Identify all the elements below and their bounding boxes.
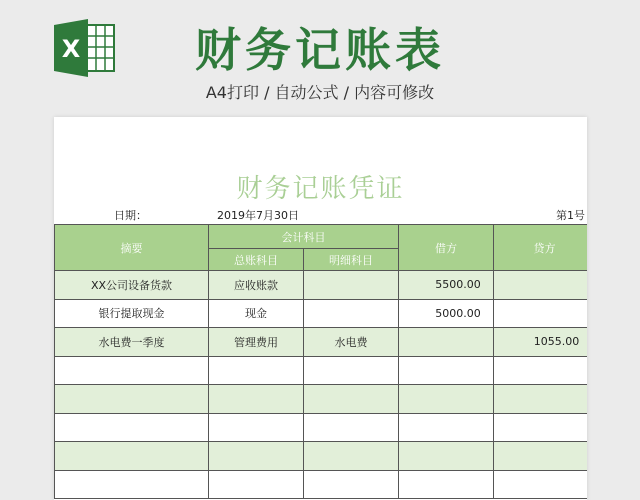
- cell-debit[interactable]: [399, 470, 494, 499]
- cell-summary[interactable]: XX公司设备货款: [55, 271, 209, 300]
- table-row: [55, 328, 588, 357]
- cell-summary[interactable]: [55, 413, 209, 442]
- spreadsheet-sheet: [54, 117, 587, 500]
- cell-detail-account[interactable]: [304, 271, 399, 300]
- cell-debit[interactable]: [399, 413, 494, 442]
- page-title: 财务记账表: [195, 23, 445, 77]
- cell-debit[interactable]: 5500.00: [399, 271, 494, 300]
- cell-detail-account[interactable]: [304, 356, 399, 385]
- cell-general-account[interactable]: [209, 413, 304, 442]
- cell-debit[interactable]: [399, 356, 494, 385]
- cell-detail-account[interactable]: 水电费: [304, 328, 399, 357]
- table-row: [55, 413, 588, 442]
- cell-summary[interactable]: [55, 356, 209, 385]
- voucher-number[interactable]: 第1号: [556, 209, 585, 222]
- date-label: 日期：: [114, 209, 147, 222]
- excel-logo-icon: [52, 19, 116, 77]
- cell-summary[interactable]: 银行提取现金: [55, 299, 209, 328]
- cell-detail-account[interactable]: [304, 413, 399, 442]
- header-debit: 借方: [399, 225, 494, 271]
- cell-general-account[interactable]: 应收账款: [209, 271, 304, 300]
- cell-summary[interactable]: [55, 442, 209, 471]
- cell-credit[interactable]: [494, 299, 588, 328]
- cell-summary[interactable]: [55, 385, 209, 414]
- cell-general-account[interactable]: [209, 385, 304, 414]
- cell-debit[interactable]: 5000.00: [399, 299, 494, 328]
- cell-summary[interactable]: [55, 470, 209, 499]
- header-detail-account: 明细科目: [304, 249, 399, 271]
- date-value[interactable]: 2019年7月30日: [217, 209, 299, 222]
- header-summary: 摘要: [55, 225, 209, 271]
- voucher-meta: [54, 207, 587, 225]
- header-general-account: 总账科目: [209, 249, 304, 271]
- cell-detail-account[interactable]: [304, 385, 399, 414]
- cell-general-account[interactable]: [209, 442, 304, 471]
- cell-detail-account[interactable]: [304, 442, 399, 471]
- table-row: [55, 385, 588, 414]
- cell-summary[interactable]: 水电费一季度: [55, 328, 209, 357]
- cell-debit[interactable]: [399, 385, 494, 414]
- table-row: [55, 299, 588, 328]
- page-subtitle: A4打印 / 自动公式 / 内容可修改: [205, 83, 435, 102]
- voucher-title: 财务记账凭证: [236, 174, 405, 204]
- cell-general-account[interactable]: 管理费用: [209, 328, 304, 357]
- header-account-group: 会计科目: [209, 225, 399, 249]
- table-row: [55, 356, 588, 385]
- table-row: [55, 470, 588, 499]
- cell-credit[interactable]: [494, 413, 588, 442]
- cell-general-account[interactable]: [209, 356, 304, 385]
- cell-credit[interactable]: [494, 442, 588, 471]
- cell-detail-account[interactable]: [304, 299, 399, 328]
- cell-credit[interactable]: [494, 356, 588, 385]
- table-row: [55, 271, 588, 300]
- cell-debit[interactable]: [399, 328, 494, 357]
- cell-general-account[interactable]: [209, 470, 304, 499]
- cell-general-account[interactable]: 现金: [209, 299, 304, 328]
- cell-credit[interactable]: 1055.00: [494, 328, 588, 357]
- cell-credit[interactable]: [494, 271, 588, 300]
- logo-letter: X: [61, 35, 81, 63]
- cell-detail-account[interactable]: [304, 470, 399, 499]
- cell-debit[interactable]: [399, 442, 494, 471]
- header-credit: 贷方: [494, 225, 588, 271]
- ledger-table: [54, 224, 587, 499]
- table-row: [55, 442, 588, 471]
- cell-credit[interactable]: [494, 385, 588, 414]
- cell-credit[interactable]: [494, 470, 588, 499]
